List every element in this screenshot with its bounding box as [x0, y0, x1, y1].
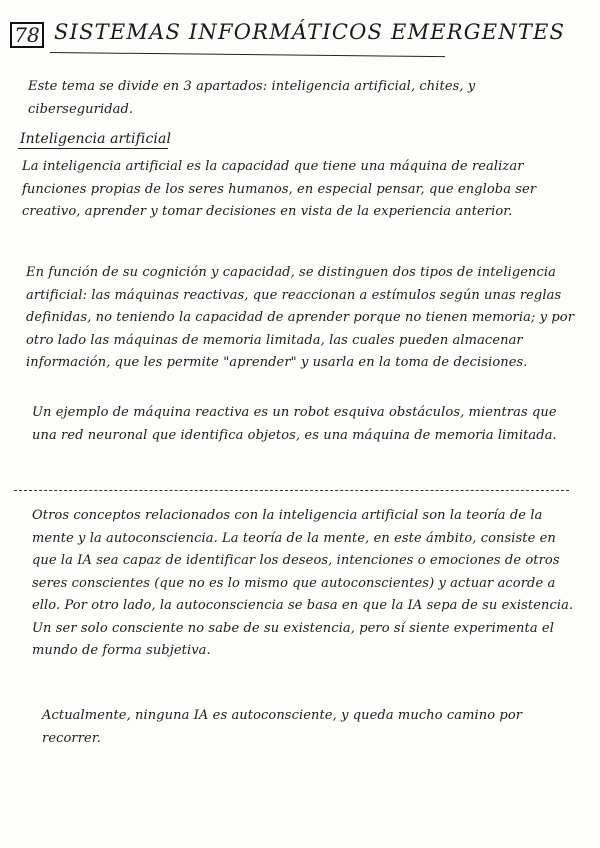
paragraph-types: En función de su cognición y capacidad, se distinguen dos tipos de inteligencia artificial: las máquinas reactivas, que reaccionan a estímulos según unas reglas definidas, no teniendo la capacidad de aprender porque no tienen memoria; y por otro lado las máquinas de memoria limitada, las cuales pueden almacenar información, que les permite "aprender" y usarla en la toma de decisiones. [26, 265, 575, 370]
title-underline [50, 52, 445, 57]
paragraph-concepts: Otros conceptos relacionados con la inteligencia artificial son la teoría de la mente y la autoconsciencia. La teoría de la mente, en este ámbito, consiste en que la IA sea capaz de identificar los deseos, intenciones o emociones de otros seres conscientes (que no es lo mismo que autoconscientes) y actuar acorde a ello. Por otro lado, la autoconsciencia se basa en que la IA sepa de su existencia. Un ser solo consciente no sabe de su existencia, pero sí siente experimenta el mundo de forma subjetiva. [32, 508, 574, 658]
section-heading: Inteligencia artificial [20, 131, 172, 147]
paragraph-conclusion: Actualmente, ninguna IA es autoconsciente, y queda mucho camino por recorrer. [42, 708, 523, 746]
intro-paragraph: Este tema se divide en 3 apartados: inteligencia artificial, chites, y ciberseguridad. [28, 79, 476, 117]
topic-number-box: 78 [10, 22, 44, 48]
section-heading-underline [18, 148, 168, 149]
section-divider [14, 490, 569, 491]
paragraph-example: Un ejemplo de máquina reactiva es un robot esquiva obstáculos, mientras que una red neuronal que identifica objetos, es una máquina de memoria limitada. [32, 405, 557, 443]
page-header [10, 12, 590, 52]
paragraph-definition: La inteligencia artificial es la capacidad que tiene una máquina de realizar funciones propias de los seres humanos, en especial pensar, que engloba ser creativo, aprender y tomar decisiones en vista de la experiencia anterior. [22, 159, 537, 219]
page-title: SISTEMAS INFORMÁTICOS EMERGENTES [54, 20, 566, 44]
